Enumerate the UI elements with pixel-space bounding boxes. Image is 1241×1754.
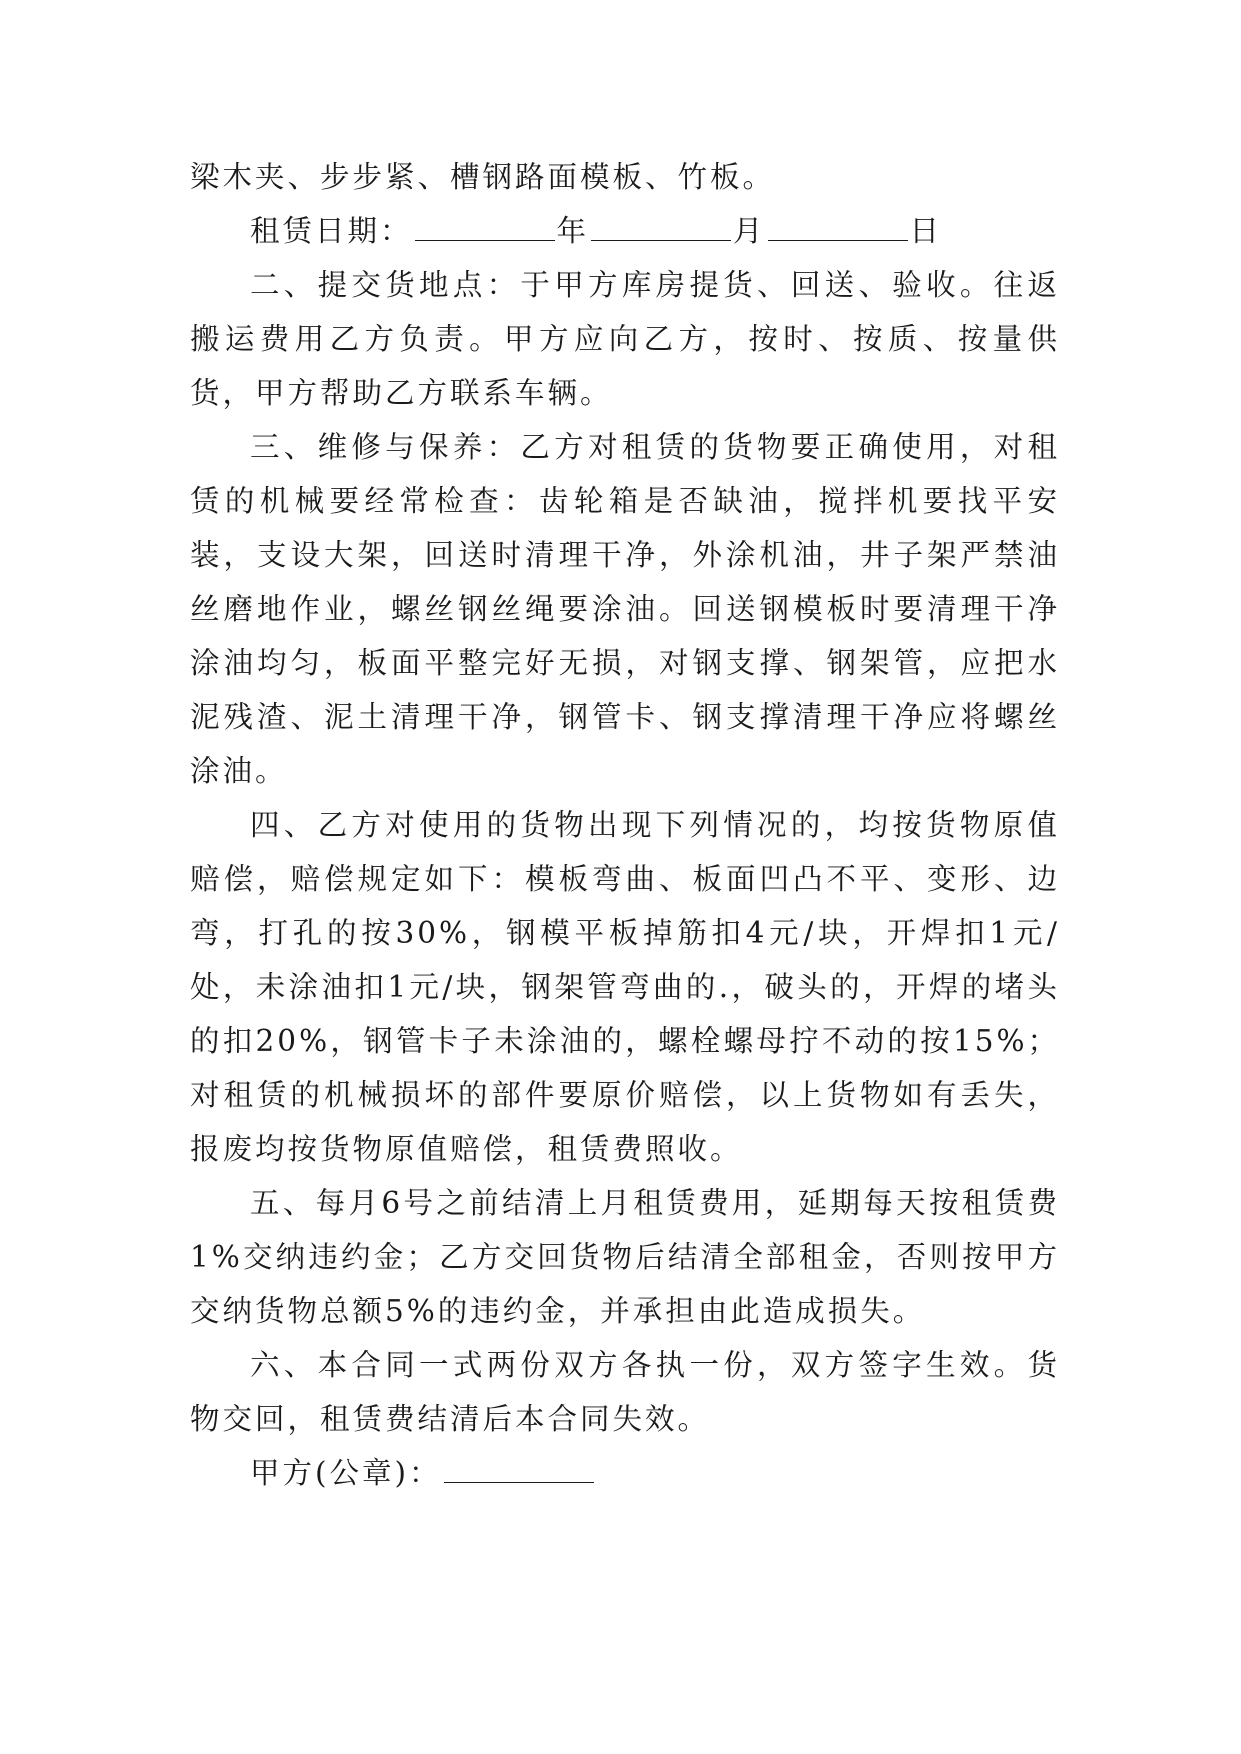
clause-validity: [190, 1338, 1060, 1446]
lease-date-label: 租赁日期：: [250, 214, 413, 248]
paragraph-text: 六、本合同一式两份双方各执一份，双方签字生效。货物交回，租赁费结清后本合同失效。: [190, 1348, 1060, 1436]
paragraph-text: 二、提交货地点：于甲方库房提货、回送、验收。往返搬运费用乙方负责。甲方应向乙方，按时、按质、按量供货，甲方帮助乙方联系车辆。: [190, 268, 1060, 410]
party-a-seal-label: 甲方(公章)：: [250, 1456, 442, 1490]
clause-compensation: [190, 798, 1060, 1176]
year-label: 年: [556, 214, 590, 248]
paragraph-text: 五、每月6号之前结清上月租赁费用，延期每天按租赁费1%交纳违约金；乙方交回货物后结清全部租金，否则按甲方交纳货物总额5%的违约金，并承担由此造成损失。: [190, 1186, 1060, 1328]
clause-delivery: [190, 258, 1060, 420]
clause-maintenance: [190, 420, 1060, 798]
lease-date-line: [190, 204, 1060, 258]
signature-blank: [444, 1448, 594, 1483]
clause-payment: [190, 1176, 1060, 1338]
day-label: 日: [909, 214, 943, 248]
month-label: 月: [733, 214, 766, 248]
paragraph-text: 梁木夹、步步紧、槽钢路面模板、竹板。: [190, 160, 776, 194]
month-blank: [591, 206, 731, 241]
day-blank: [768, 206, 908, 241]
paragraph-text: 三、维修与保养：乙方对租赁的货物要正确使用，对租赁的机械要经常检查：齿轮箱是否缺油，搅拌机要找平安装，支设大架，回送时清理干净，外涂机油，井子架严禁油丝磨地作业，螺丝钢丝绳要涂油。回送钢模板时要清理干净涂油均匀，板面平整完好无损，对钢支撑、钢架管，应把水泥残渣、泥土清理干净，钢管卡、钢支撑清理干净应将螺丝涂油。: [190, 430, 1060, 788]
paragraph-text: 四、乙方对使用的货物出现下列情况的，均按货物原值赔偿，赔偿规定如下：模板弯曲、板面凹凸不平、变形、边弯，打孔的按30%，钢模平板掉筋扣4元/块，开焊扣1元/处，未涂油扣1元/块，钢架管弯曲的.，破头的，开焊的堵头的扣20%，钢管卡子未涂油的，螺栓螺母拧不动的按15%；对租赁的机械损坏的部件要原价赔偿，以上货物如有丢失，报废均按货物原值赔偿，租赁费照收。: [190, 808, 1060, 1166]
year-blank: [415, 206, 555, 241]
contract-body: [190, 150, 1060, 1500]
party-a-signature-line: [190, 1446, 1060, 1500]
paragraph-items-continued: [190, 150, 1060, 204]
